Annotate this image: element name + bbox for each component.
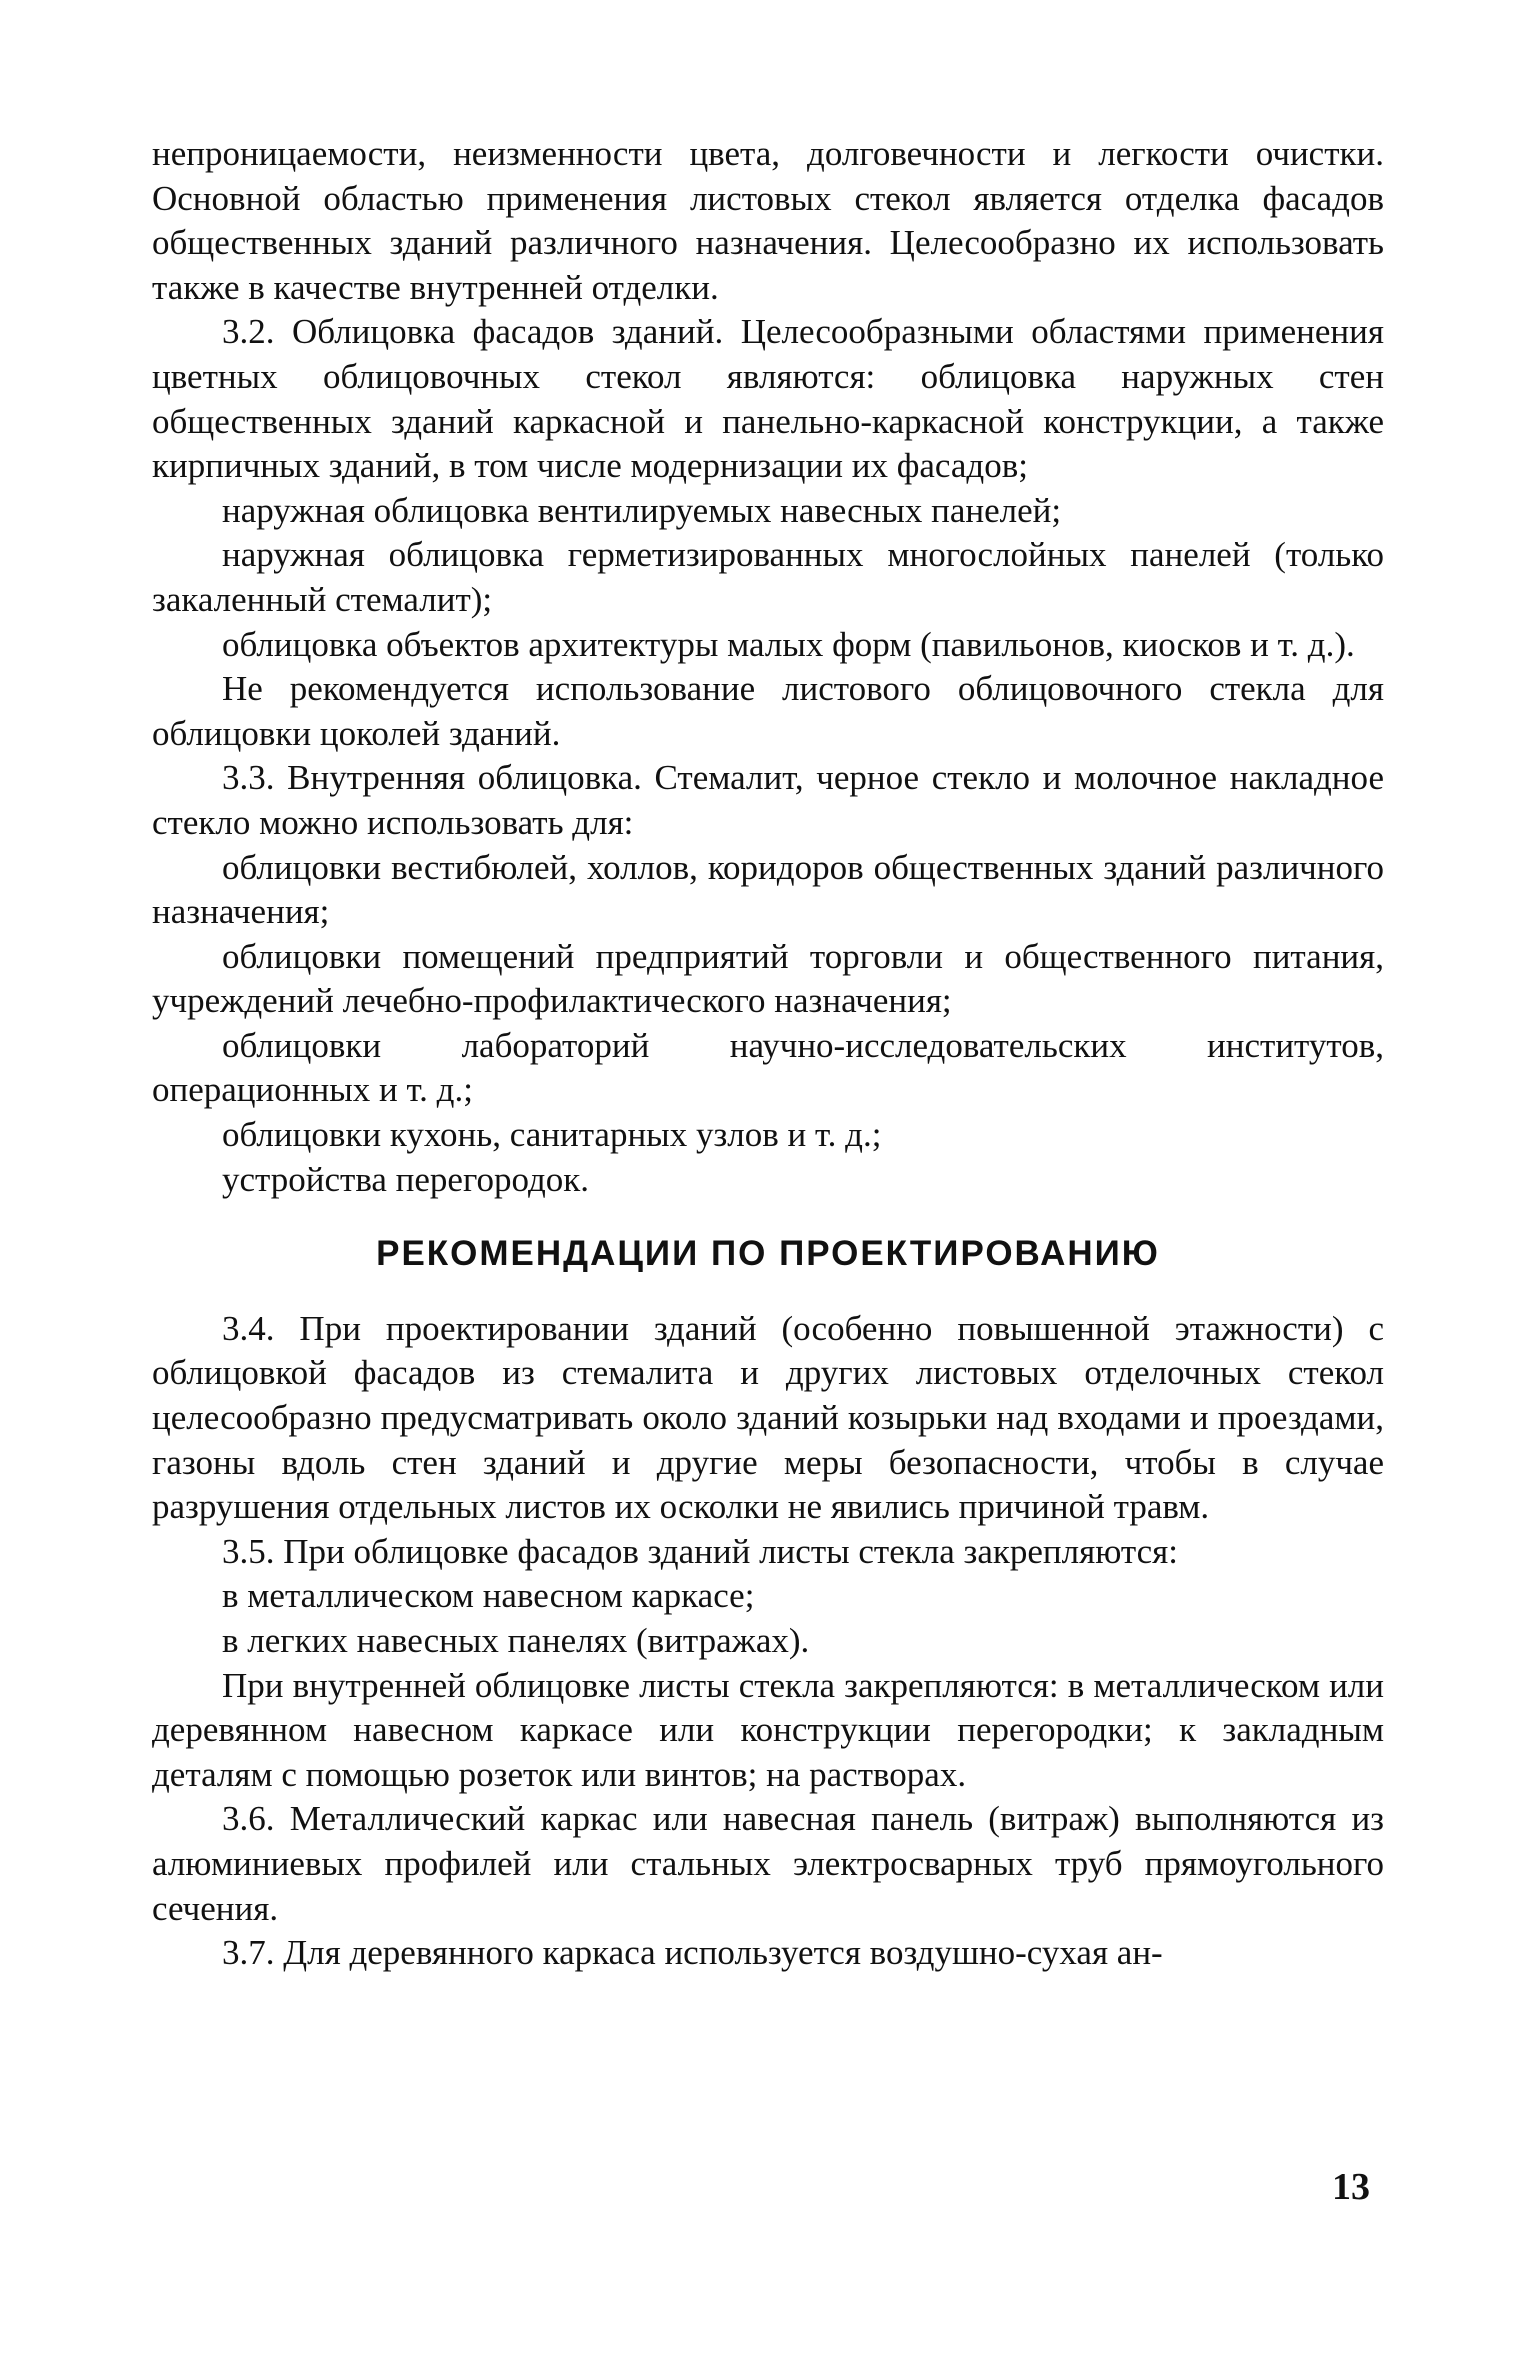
paragraph: 3.2. Облицовка фасадов зданий. Целесообразными областями применения цветных облицовочных стекол являются: облицовка наружных стен общественных зданий каркасной и панельно-каркасной конструкции, а также кирпичных зданий, в том числе модернизации их фасадов; xyxy=(152,312,1384,486)
paragraph: 3.7. Для деревянного каркаса используется воздушно-сухая ан- xyxy=(222,1933,1163,1973)
paragraph: облицовки кухонь, санитарных узлов и т. д.; xyxy=(222,1115,882,1155)
paragraph: Не рекомендуется использование листового облицовочного стекла для облицовки цоколей зданий. xyxy=(152,669,1384,753)
paragraph: облицовки помещений предприятий торговли и общественного питания, учреждений лечебно-профилактического назначения; xyxy=(152,936,1384,1021)
body-text xyxy=(152,132,1384,1976)
paragraph: в легких навесных панелях (витражах). xyxy=(222,1621,810,1660)
paragraph: облицовки вестибюлей, холлов, коридоров общественных зданий различного назначения; xyxy=(152,847,1384,932)
paragraph: в металлическом навесном каркасе; xyxy=(222,1576,755,1616)
paragraph: облицовки лабораторий научно-исследовательских институтов, операционных и т. д.; xyxy=(152,1025,1384,1110)
paragraph: 3.5. При облицовке фасадов зданий листы стекла закрепляются: xyxy=(222,1531,1178,1571)
paragraph: 3.3. Внутренняя облицовка. Стемалит, черное стекло и молочное накладное стекло можно использовать для: xyxy=(152,758,1384,842)
paragraph: 3.4. При проектировании зданий (особенно повышенной этажности) с облицовкой фасадов из стемалита и других листовых отделочных стекол целесообразно предусматривать около зданий козырьки над входами и проездами, газоны вдоль стен зданий и другие меры безопасности, чтобы в случае разрушения отдельных листов их осколки не явились причиной травм. xyxy=(152,1308,1384,1527)
section-heading: РЕКОМЕНДАЦИИ ПО ПРОЕКТИРОВАНИЮ xyxy=(376,1234,1160,1274)
paragraph: устройства перегородок. xyxy=(222,1159,590,1199)
paragraph: наружная облицовка герметизированных многослойных панелей (только закаленный стемалит); xyxy=(152,535,1384,619)
page-number: 13 xyxy=(1332,2166,1370,2208)
paragraphs-bottom xyxy=(152,1307,1384,1976)
paragraph: непроницаемости, неизменности цвета, долговечности и легкости очистки. Основной областью применения листовых стекол является отделка фасадов общественных зданий различного назначения. Целесообразно их использовать также в качестве внутренней отделки. xyxy=(152,134,1384,307)
paragraphs-top xyxy=(152,132,1384,1202)
paragraph: 3.6. Металлический каркас или навесная панель (витраж) выполняются из алюминиевых профилей или стальных электросварных труб прямоугольного сечения. xyxy=(152,1799,1384,1928)
paragraph: облицовка объектов архитектуры малых форм (павильонов, киосков и т. д.). xyxy=(222,624,1355,664)
paragraph: наружная облицовка вентилируемых навесных панелей; xyxy=(222,490,1062,530)
paragraph: При внутренней облицовке листы стекла закрепляются: в металлическом или деревянном навесном каркасе или конструкции перегородки; к закладным деталям с помощью розеток или винтов; на растворах. xyxy=(152,1665,1384,1794)
